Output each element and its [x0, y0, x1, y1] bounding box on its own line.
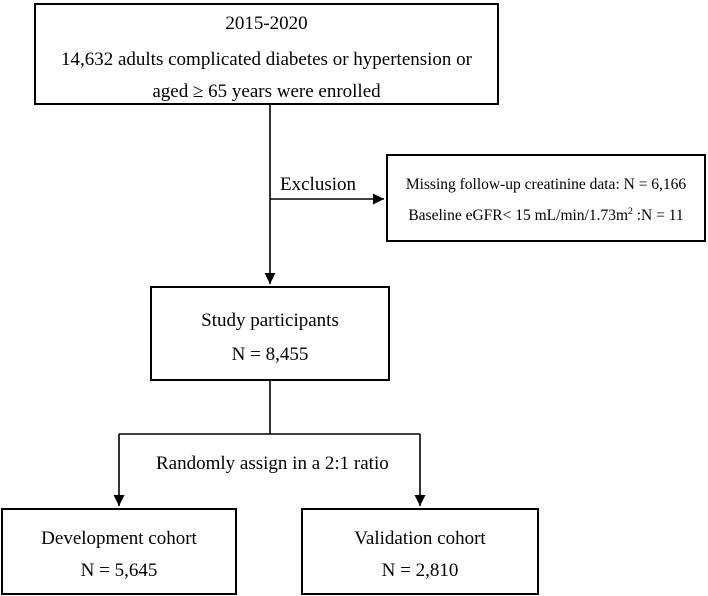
development-count: N = 5,645	[80, 560, 158, 581]
validation-title: Validation cohort	[354, 528, 486, 549]
exclusion-box	[386, 154, 706, 242]
study-title: Study participants	[201, 310, 339, 331]
exclusion-item-1: Missing follow-up creatinine data: N = 6,166	[405, 176, 687, 193]
study-participants-box	[150, 286, 390, 381]
exclusion-item-2: Baseline eGFR< 15 $mL/\min/1.73m^2$ :N = 11	[408, 205, 684, 224]
enrollment-line-2: aged ≥ 65 years were enrolled	[152, 81, 381, 102]
development-cohort-box	[1, 508, 237, 595]
validation-count: N = 2,810	[381, 560, 459, 581]
development-title: Development cohort	[41, 528, 197, 549]
validation-cohort-box	[301, 508, 539, 595]
enrollment-box	[34, 3, 499, 105]
study-count: N = 8,455	[231, 344, 309, 365]
exclusion-label: Exclusion	[280, 174, 356, 195]
enrollment-line-1: 14,632 adults complicated diabetes or hypertension or	[60, 49, 473, 70]
split-label: Randomly assign in a 2:1 ratio	[156, 453, 389, 474]
enrollment-years: 2015-2020	[225, 13, 308, 34]
